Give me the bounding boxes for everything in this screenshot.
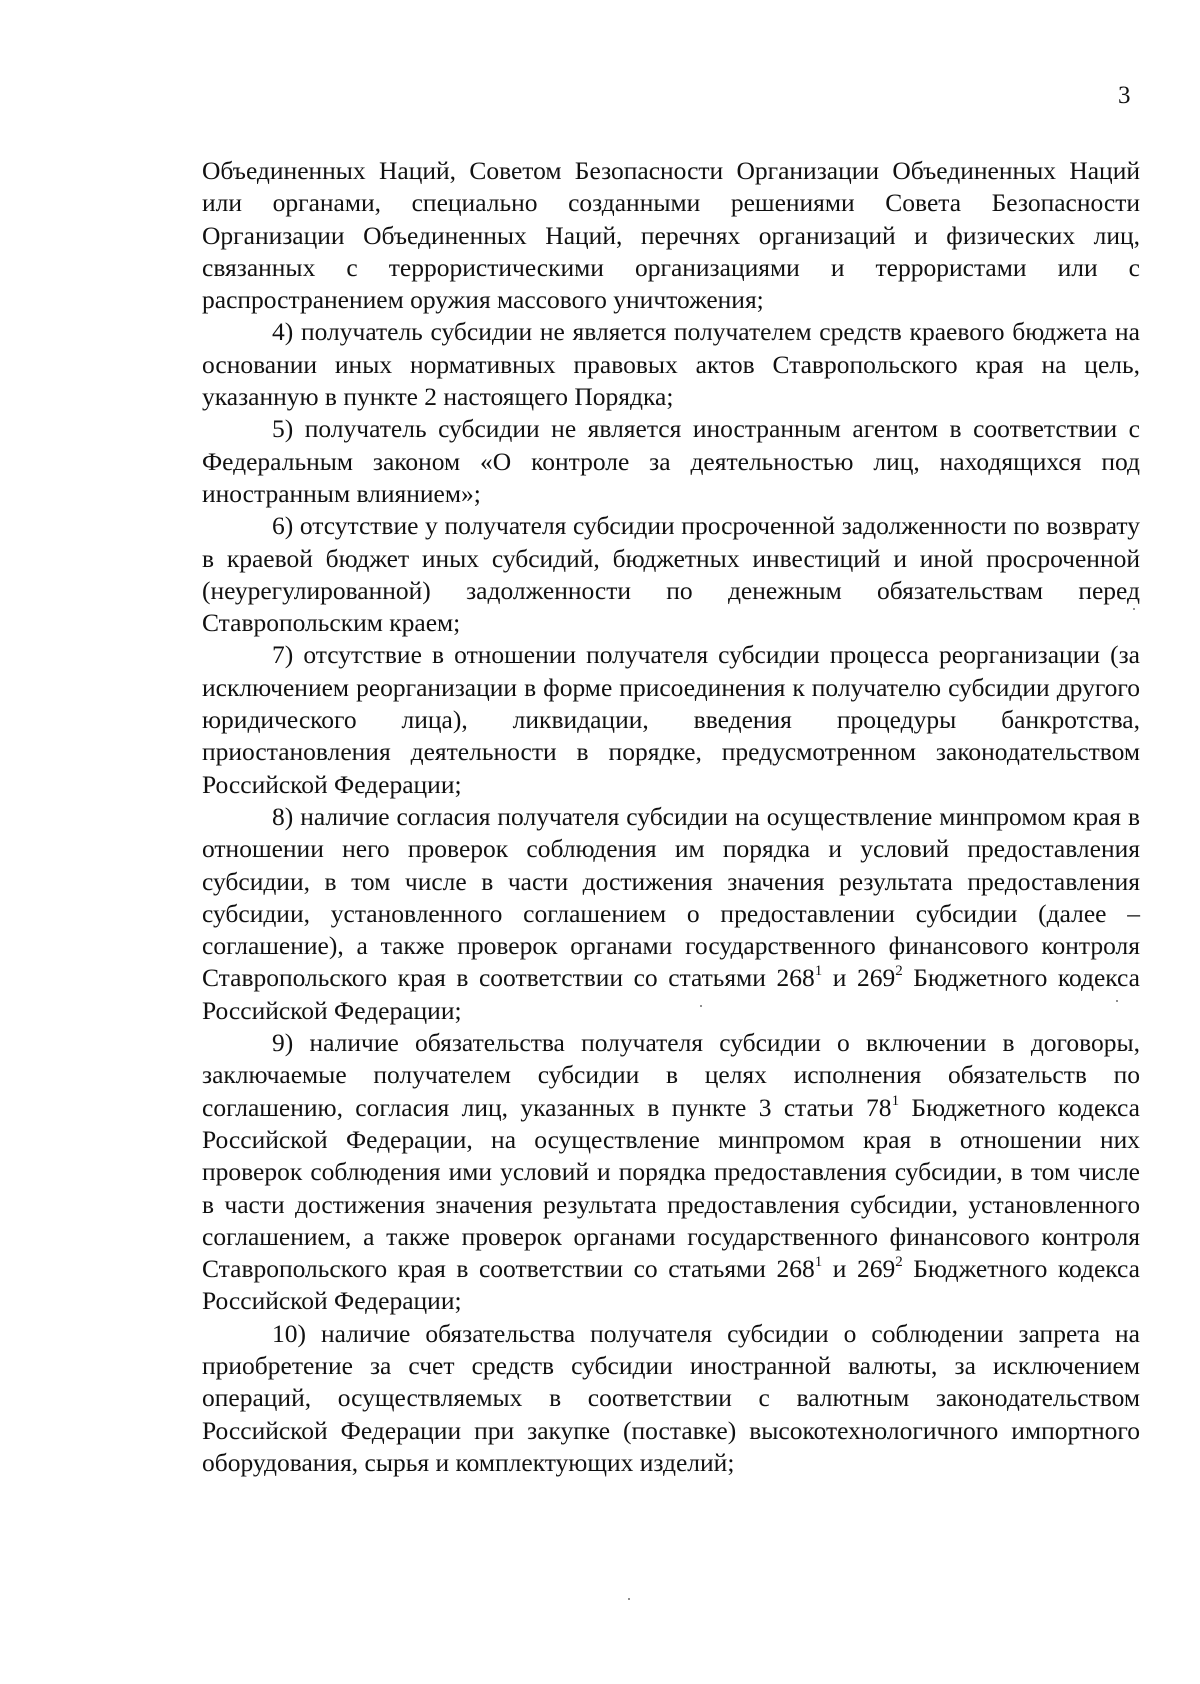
text-segment: и 269 [822, 963, 896, 993]
superscript: 1 [814, 1254, 823, 1271]
text-segment: и 269 [822, 1254, 896, 1284]
scan-speck [1116, 1000, 1118, 1002]
text-segment: 5) получатель субсидии не является иностранным агентом в соответствии с Федеральным законом «О контроле за деятельностью лиц, находящихся под иностранным влиянием»; [202, 414, 1140, 508]
paragraph-4 [202, 316, 1140, 413]
text-segment: 9) наличие обязательства получателя субсидии о включении в договоры, заключаемые получателем субсидии в целях исполнения обязательств по соглашению, согласия лиц, указанных в пункте 3 статьи 78 [202, 1028, 1140, 1122]
scan-speck [628, 1598, 630, 1600]
page-number: 3 [1118, 82, 1131, 109]
text-segment: 6) отсутствие у получателя субсидии просроченной задолженности по возврату в краевой бюджет иных субсидий, бюджетных инвестиций и иной просроченной (неурегулированной) задолженности по денежным обязательствам перед Ставропольским краем; [202, 511, 1140, 638]
text-segment: Бюджетного кодекса Российской Федерации, на осуществление минпромом края в отношении них проверок соблюдения ими условий и порядка предоставления субсидии, в том числе в части достижения значения результата предоставления субсидии, установленного соглашением, а также проверок органами государственного финансового контроля Ставропольского края в соответствии со статьями 268 [202, 1092, 1140, 1284]
paragraph-5 [202, 413, 1140, 510]
scan-speck [1133, 608, 1135, 610]
paragraph-10 [202, 1318, 1140, 1479]
scan-speck [700, 1005, 702, 1007]
paragraph-8 [202, 801, 1140, 1027]
paragraph-continued [202, 155, 1140, 316]
paragraph-7 [202, 639, 1140, 800]
superscript: 1 [814, 963, 823, 980]
text-segment: 4) получатель субсидии не является получателем средств краевого бюджета на основании иных нормативных правовых актов Ставропольского края на цель, указанную в пункте 2 настоящего Порядка; [202, 317, 1140, 412]
text-segment: 10) наличие обязательства получателя субсидии о соблюдении запрета на приобретение за счет средств субсидии иностранной валюты, за исключением операций, осуществляемых в соответствии с валютным законодательством Российской Федерации при закупке (поставке) высокотехнологичного импортного оборудования, сырья и комплектующих изделий; [202, 1318, 1140, 1477]
superscript: 2 [895, 1254, 903, 1271]
paragraph-6 [202, 510, 1140, 639]
paragraph-9 [202, 1027, 1140, 1318]
text-segment: Бюджетного кодекса Российской Федерации; [202, 963, 1140, 1025]
text-segment: Объединенных Наций, Советом Безопасности Организации Объединенных Наций или органами, специально созданными решениями Совета Безопасности Организации Объединенных Наций, перечнях организаций и физических лиц, связанных с террористическими организациями и террористами или с распространением оружия массового уничтожения; [202, 156, 1140, 315]
superscript: 1 [891, 1092, 900, 1109]
text-segment: 7) отсутствие в отношении получателя субсидии процесса реорганизации (за исключением реорганизации в форме присоединения к получателю субсидии другого юридического лица), ликвидации, введения процедуры банкротства, приостановления деятельности в порядке, предусмотренном законодательством Российской Федерации; [202, 640, 1140, 799]
text-segment: Бюджетного кодекса Российской Федерации; [202, 1254, 1140, 1316]
superscript: 2 [895, 963, 903, 980]
document-body [202, 155, 1140, 1479]
text-segment: 8) наличие согласия получателя субсидии на осуществление минпромом края в отношении него проверок соблюдения им порядка и условий предоставления субсидии, в том числе в части достижения значения результата предоставления субсидии, установленного соглашением о предоставлении субсидии (далее – соглашение), а также проверок органами государственного финансового контроля Ставропольского края в соответствии со статьями 268 [202, 801, 1140, 993]
